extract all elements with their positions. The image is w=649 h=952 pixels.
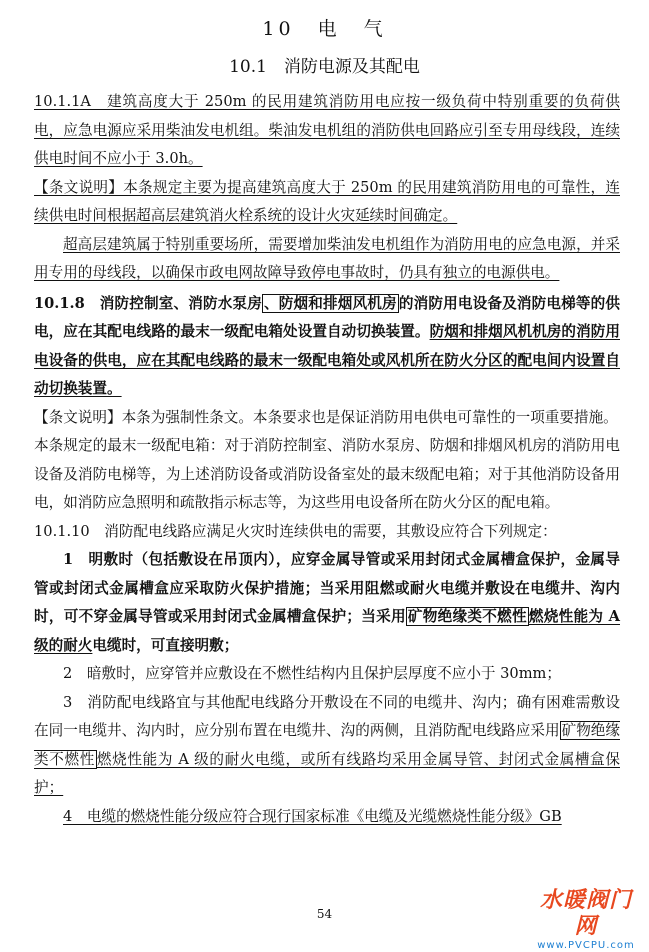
- explanation-10-1-8-text: 【条文说明】本条为强制性条文。本条要求也是保证消防用电供电可靠性的一项重要措施。: [34, 408, 618, 426]
- document-body: [34, 88, 620, 831]
- item-2-concealed-laying: [34, 660, 620, 689]
- clause-10-1-8-text-a: 10.1.8 消防控制室、消防水泵房: [34, 294, 263, 312]
- page-number: 54: [316, 907, 333, 921]
- site-watermark: [531, 888, 641, 951]
- explanation-last-level-box: [34, 432, 620, 518]
- item-3-separate-laying: [34, 689, 620, 803]
- item-1-text-a: 1 明敷时（包括敷设在吊顶内），应穿金属导管或采用封闭式金属槽盒保护，金属导管或封闭式金属槽盒应采取防火保护措施；当采用阻燃或耐火电缆并敷设在电缆井、沟内时，可不穿金属导管或采用封闭式金属槽盒保护；当采用: [34, 551, 620, 625]
- item-4-cable-grading: [34, 803, 620, 832]
- item-2-text: 2 暗敷时，应穿管并应敷设在不燃性结构内且保护层厚度不应小于 30mm；: [63, 665, 561, 682]
- explanation-10-1-1a-text: 【条文说明】本条规定主要为提高建筑高度大于 250m 的民用建筑消防用电的可靠性，连续供电时间根据超高层建筑消火栓系统的设计火灾延续时间确定。: [34, 178, 620, 224]
- explanation-paragraph-text: 超高层建筑属于特别重要场所，需要增加柴油发电机组作为消防用电的应急电源，并采用专用的母线段，以确保市政电网故障导致停电事故时，仍具有独立的电源供电。: [34, 235, 620, 281]
- item-3-boxed-text: 矿物绝缘类不燃性: [34, 722, 620, 768]
- clause-10-1-8: [34, 290, 620, 404]
- item-1-boxed-text: 矿物绝缘类不燃性: [407, 608, 527, 625]
- explanation-10-1-8: [34, 404, 620, 433]
- chapter-title: 10 电 气: [262, 18, 387, 40]
- item-4-text: 4 电缆的燃烧性能分级应符合现行国家标准《电缆及光缆燃烧性能分级》GB: [63, 807, 562, 825]
- clause-10-1-1a-text: 10.1.1A 建筑高度大于 250m 的民用建筑消防用电应按一级负荷中特别重要的负荷供电，应急电源应采用柴油发电机组。柴油发电机组的消防供电回路应引至专用母线段，连续供电时间不应小于 3.0h。: [34, 93, 620, 167]
- clause-10-1-8-boxed-text: 、防烟和排烟风机房: [264, 294, 397, 312]
- clause-10-1-10: [34, 518, 620, 547]
- item-1-exposed-laying: [34, 546, 620, 660]
- item-1-text-c: 电缆时，可直接明敷；: [92, 636, 239, 654]
- clause-10-1-8-text-c: 防烟和排烟风机机房的消防用电设备的供电，应在其配电线路的最末一级配电箱处或风机所在防火分区的配电间内设置自动切换装置。: [34, 323, 620, 397]
- clause-10-1-1a: [34, 88, 620, 174]
- watermark-title: 水暖阀门网: [539, 888, 632, 939]
- item-3-text-c: 或所有线路均采用金属导管、封闭式金属槽盒保护；: [34, 750, 620, 796]
- watermark-url: www.PVCPU.com: [537, 940, 635, 951]
- item-3-text-a: 3 消防配电线路宜与其他配电线路分开敷设在不同的电缆井、沟内；确有困难需敷设在同一电缆井、沟内时，应分别布置在电缆井、沟的两侧，且消防配电线路应采用: [34, 693, 620, 739]
- explanation-last-level-box-text: 本条规定的最末一级配电箱：对于消防控制室、消防水泵房、防烟和排烟风机房的消防用电设备及消防电梯等，为上述消防设备或消防设备室处的最末级配电箱；对于其他消防设备用电，如消防应急照明和疏散指示标志等，为这些用电设备所在防火分区的配电箱。: [34, 437, 620, 511]
- explanation-10-1-1a: [34, 174, 620, 231]
- section-title: 10.1 消防电源及其配电: [229, 57, 420, 77]
- item-1-text-b: 燃烧性能为 A 级的耐火: [34, 608, 620, 654]
- explanation-paragraph: [34, 231, 620, 288]
- item-3-text-b: 燃烧性能为 A 级的耐火电缆，: [96, 750, 301, 768]
- clause-10-1-10-text: 10.1.10 消防配电线路应满足火灾时连续供电的需要，其敷设应符合下列规定：: [34, 522, 557, 540]
- clause-10-1-8-text-b: 的消防用电设备及消防电梯等的供电，应在其配电线路的最末一级配电箱处设置自动切换装置。: [34, 294, 620, 340]
